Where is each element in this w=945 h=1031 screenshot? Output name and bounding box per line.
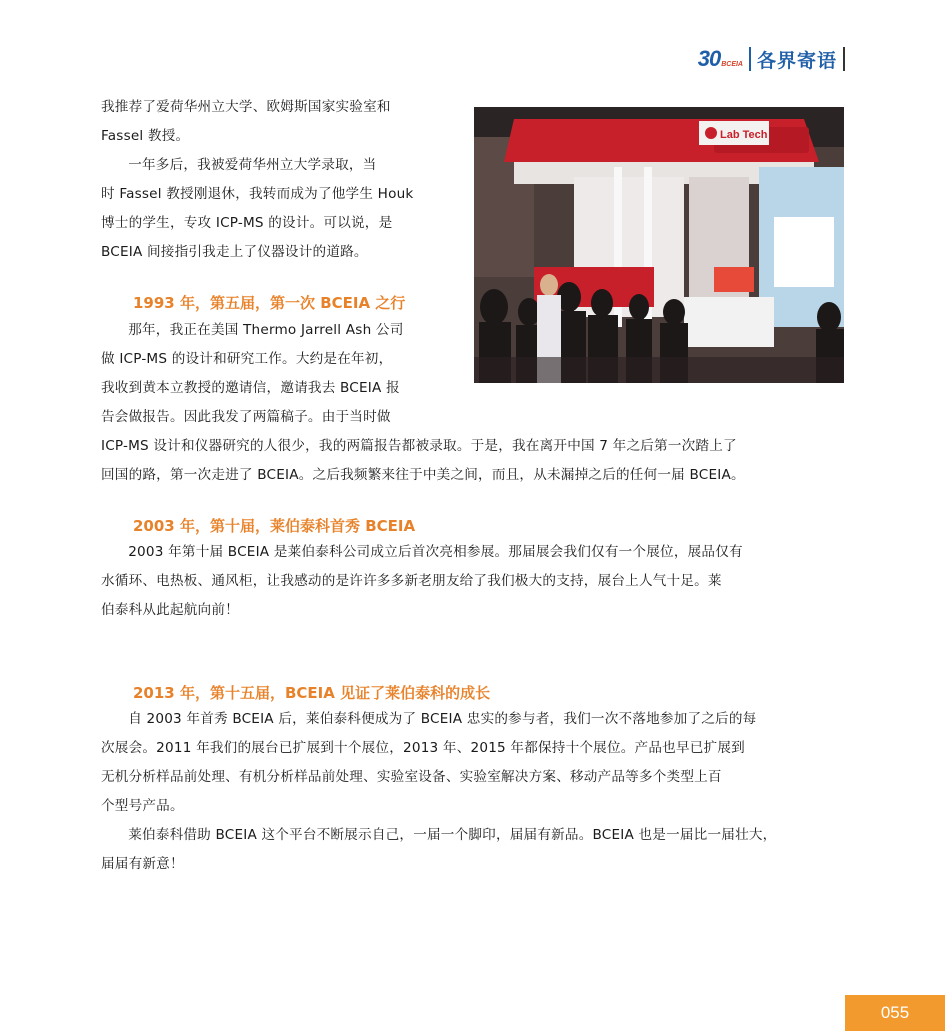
section-heading-2003: 2003 年，第十届，莱伯泰科首秀 BCEIA [133, 517, 416, 535]
section-heading-2013: 2013 年，第十五届，BCEIA 见证了莱伯泰科的成长 [133, 684, 491, 702]
paragraph-1: 我推荐了爱荷华州立大学、欧姆斯国家实验室和 Fassel 教授。 [101, 99, 391, 144]
paragraph-2: 一年多后，我被爱荷华州立大学录取，当 时 Fassel 教授刚退休，我转而成为了他学生 Houk 博士的学生，专攻 ICP-MS 的设计。可以说，是 BCEIA 间接指引我走上了仪器设计的道路。 [101, 157, 414, 260]
paragraph-3: 那年，我正在美国 Thermo Jarrell Ash 公司 做 ICP-MS 的设计和研究工作。大约是在年初， 我收到黄本立教授的邀请信，邀请我去 BCEIA 报 告会做报告。因此我发了两篇稿子。由于当时做 ICP-MS 设计和仪器研究的人很少，我的两篇报告都被录取。于是，我在离开中国 7 年之后第一次踏上了 回国的路，第一次走进了 BCEIA。之后我频繁来往于中美之间，而且，从未漏掉之后的任何一届 BCEIA。 [101, 322, 745, 483]
paragraph-4: 2003 年第十届 BCEIA 是莱伯泰科公司成立后首次亮相参展。那届展会我们仅有一个展位，展品仅有 水循环、电热板、通风柜，让我感动的是许许多多新老朋友给了我们极大的支持，展台上人气十足。莱 伯泰科从此起航向前！ [101, 544, 743, 618]
header-divider [749, 47, 751, 71]
page-header [698, 44, 845, 74]
header-divider-right [843, 47, 845, 71]
anniversary-logo: 30 BCEIA [697, 46, 743, 71]
paragraph-6: 莱伯泰科借助 BCEIA 这个平台不断展示自己，一届一个脚印，届届有新品。BCEIA 也是一届比一届壮大， 届届有新意！ [101, 827, 777, 872]
section-title: 各界寄语 [756, 49, 837, 72]
booth-sign-text: Lab Tech [720, 129, 768, 141]
page-number: 055 [845, 995, 945, 1031]
section-heading-1993: 1993 年，第五届，第一次 BCEIA 之行 [133, 294, 406, 312]
paragraph-5: 自 2003 年首秀 BCEIA 后，莱伯泰科便成为了 BCEIA 忠实的参与者，我们一次不落地参加了之后的每 次展会。2011 年我们的展台已扩展到十个展位，2013 年、2015 年都保持十个展位。产品也早已扩展到 无机分析样品前处理、有机分析样品前处理、实验室设备、实验室解决方案、移动产品等多个类型上百 个型号产品。 [101, 711, 757, 814]
